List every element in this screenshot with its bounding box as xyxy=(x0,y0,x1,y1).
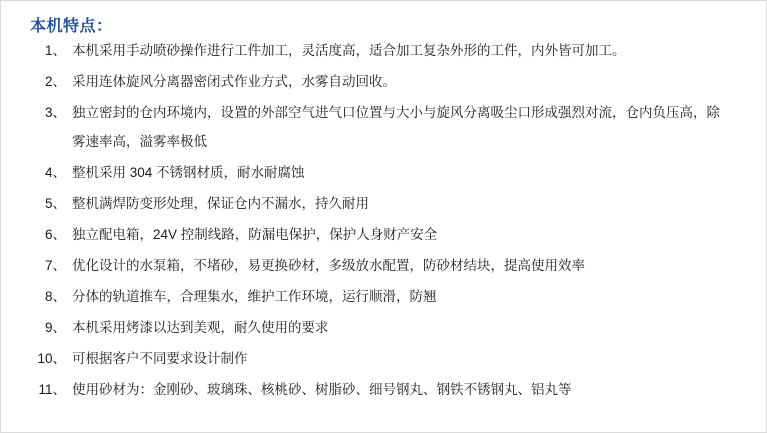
feature-list xyxy=(30,41,754,411)
list-item-number: 3、 xyxy=(44,105,66,120)
list-item-number: 9、 xyxy=(44,320,66,335)
list-item xyxy=(30,380,754,400)
list-item xyxy=(30,163,754,183)
list-item-number: 1、 xyxy=(44,43,66,58)
list-item-number: 8、 xyxy=(44,289,66,304)
list-item xyxy=(30,103,754,152)
list-item-line-2: 雾速率高，溢雾率极低 xyxy=(72,134,207,149)
list-item-text xyxy=(72,349,754,369)
list-item xyxy=(30,318,754,338)
list-item-line-1: 整机满焊防变形处理，保证仓内不漏水，持久耐用 xyxy=(72,196,369,211)
list-item-line-1: 可根据客户不同要求设计制作 xyxy=(72,351,248,366)
list-item-line-1: 采用连体旋风分离器密闭式作业方式，水雾自动回收。 xyxy=(72,74,396,89)
list-item-number: 6、 xyxy=(44,227,66,242)
list-item xyxy=(30,349,754,369)
list-item-number: 4、 xyxy=(44,165,66,180)
list-item-number: 10、 xyxy=(37,351,66,366)
list-item xyxy=(30,287,754,307)
list-item-line-1: 独立配电箱，24V 控制线路，防漏电保护，保护人身财产安全 xyxy=(72,227,438,242)
list-item-text xyxy=(72,41,754,61)
list-item-text xyxy=(72,380,754,400)
list-item-line-1: 本机采用烤漆以达到美观，耐久使用的要求 xyxy=(72,320,329,335)
list-item-line-1: 使用砂材为：金刚砂、玻璃珠、核桃砂、树脂砂、细号钢丸、钢铁不锈钢丸、铝丸等 xyxy=(72,382,572,397)
list-item-line-1: 独立密封的仓内环境内，设置的外部空气进气口位置与大小与旋风分离吸尘口形成强烈对流，仓内负压高，除 xyxy=(72,105,720,120)
list-item-text xyxy=(72,256,754,276)
list-item-text xyxy=(72,318,754,338)
list-item xyxy=(30,72,754,92)
list-item xyxy=(30,256,754,276)
list-item-text xyxy=(72,163,754,183)
page-title: 本机特点： xyxy=(30,18,113,35)
list-item-text xyxy=(72,72,754,92)
list-item-line-1: 本机采用手动喷砂操作进行工件加工，灵活度高，适合加工复杂外形的工件，内外皆可加工。 xyxy=(72,43,626,58)
list-item-line-1: 分体的轨道推车，合理集水，维护工作环境，运行顺滑，防翘 xyxy=(72,289,437,304)
list-item-number: 11、 xyxy=(38,382,66,397)
list-item-line-1: 优化设计的水泵箱，不堵砂，易更换砂材，多级放水配置，防砂材结块，提高使用效率 xyxy=(72,258,585,273)
list-item-number: 5、 xyxy=(44,196,66,211)
list-item-text xyxy=(72,287,754,307)
list-item-text xyxy=(72,103,754,152)
list-item-line-1: 整机采用 304 不锈钢材质，耐水耐腐蚀 xyxy=(72,165,305,180)
list-item-text xyxy=(72,225,754,245)
list-item xyxy=(30,225,754,245)
list-item-number: 7、 xyxy=(44,258,66,273)
list-item xyxy=(30,194,754,214)
list-item xyxy=(30,41,754,61)
list-item-number: 2、 xyxy=(44,74,66,89)
list-item-text xyxy=(72,194,754,214)
